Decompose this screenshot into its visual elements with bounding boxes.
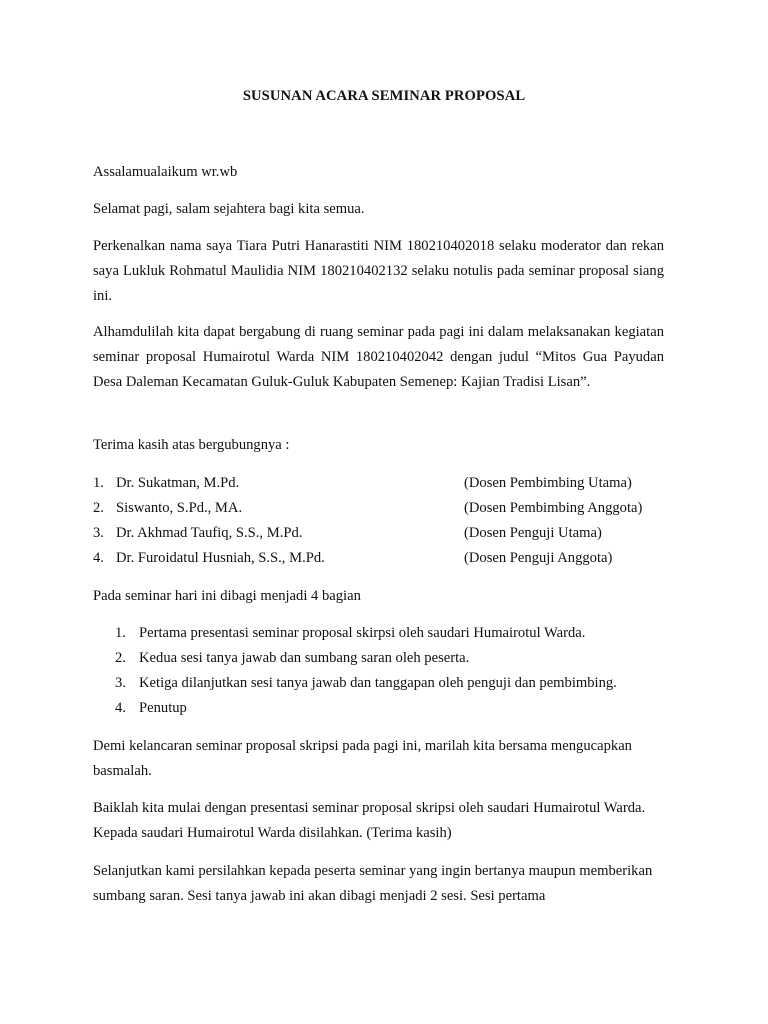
agenda-item [115, 671, 675, 696]
lecturer-role: (Dosen Pembimbing Utama) [464, 475, 632, 491]
document-title: SUSUNAN ACARA SEMINAR PROPOSAL [242, 88, 526, 104]
agenda-number: 1. [115, 625, 126, 641]
basmalah-paragraph: Demi kelancaran seminar proposal skripsi pada pagi ini, marilah kita bersama mengucapkan basmalah. [93, 738, 632, 779]
intro-paragraph: Perkenalkan nama saya Tiara Putri Hanarastiti NIM 180210402018 selaku moderator dan rekan saya Lukluk Rohmatul Maulidia NIM 180210402132 selaku notulis pada seminar proposal siang ini. [93, 238, 664, 304]
agenda-text: Penutup [139, 700, 187, 716]
morning-paragraph: Selamat pagi, salam sejahtera bagi kita semua. [93, 201, 365, 217]
lecturer-number: 4. [93, 550, 104, 566]
lecturer-role: (Dosen Penguji Anggota) [464, 550, 613, 566]
lecturer-row [93, 521, 673, 546]
agenda-number: 3. [115, 675, 126, 691]
lecturer-name: Siswanto, S.Pd., MA. [116, 500, 243, 516]
lecturer-row [93, 546, 673, 571]
lecturer-name: Dr. Sukatman, M.Pd. [116, 475, 240, 491]
lecturer-row [93, 471, 673, 496]
agenda-item [115, 646, 675, 671]
start-paragraph: Baiklah kita mulai dengan presentasi seminar proposal skripsi oleh saudari Humairotul Warda. Kepada saudari Humairotul Warda disilahkan. (Terima kasih) [93, 800, 646, 841]
agenda-text: Pertama presentasi seminar proposal skirpsi oleh saudari Humairotul Warda. [139, 625, 586, 641]
lecturer-role: (Dosen Penguji Utama) [464, 525, 602, 541]
lecturer-number: 2. [93, 500, 104, 516]
lecturer-name: Dr. Furoidatul Husniah, S.S., M.Pd. [116, 550, 325, 566]
agenda-number: 4. [115, 700, 126, 716]
agenda-text: Kedua sesi tanya jawab dan sumbang saran oleh peserta. [139, 650, 470, 666]
lecturer-number: 3. [93, 525, 104, 541]
agenda-item [115, 621, 675, 646]
lecturer-row [93, 496, 673, 521]
greeting-paragraph: Assalamualaikum wr.wb [93, 164, 238, 180]
opening-paragraph: Alhamdulilah kita dapat bergabung di ruang seminar pada pagi ini dalam melaksanakan kegiatan seminar proposal Humairotul Warda NIM 180210402042 dengan judul “Mitos Gua Payudan Desa Daleman Kecamatan Guluk-Guluk Kabupaten Semenep: Kajian Tradisi Lisan”. [93, 324, 664, 390]
sessions-intro-paragraph: Pada seminar hari ini dibagi menjadi 4 bagian [93, 588, 361, 604]
lecturer-role: (Dosen Pembimbing Anggota) [464, 500, 643, 516]
lecturer-name: Dr. Akhmad Taufiq, S.S., M.Pd. [116, 525, 303, 541]
qa-paragraph: Selanjutkan kami persilahkan kepada peserta seminar yang ingin bertanya maupun memberikan sumbang saran. Sesi tanya jawab ini akan dibagi menjadi 2 sesi. Sesi pertama [93, 863, 653, 904]
agenda-number: 2. [115, 650, 126, 666]
thanks-paragraph: Terima kasih atas bergubungnya : [93, 437, 290, 453]
agenda-item [115, 696, 675, 721]
lecturer-number: 1. [93, 475, 104, 491]
agenda-text: Ketiga dilanjutkan sesi tanya jawab dan tanggapan oleh penguji dan pembimbing. [139, 675, 617, 691]
